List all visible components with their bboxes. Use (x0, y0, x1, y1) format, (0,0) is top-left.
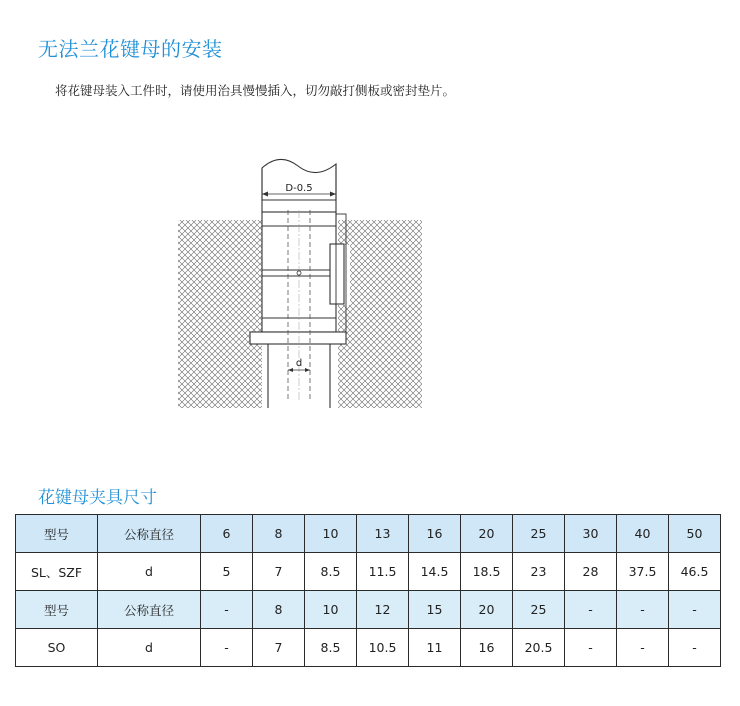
table-cell: 20 (461, 591, 513, 629)
table-cell: 型号 (16, 591, 98, 629)
table-cell: 5 (201, 553, 253, 591)
table-cell: 46.5 (669, 553, 721, 591)
flange (250, 332, 346, 344)
table-cell: 30 (565, 515, 617, 553)
table-cell: SO (16, 629, 98, 667)
table-cell: 型号 (16, 515, 98, 553)
table-cell: 公称直径 (98, 515, 201, 553)
table-cell: 23 (513, 553, 565, 591)
table-cell: 25 (513, 515, 565, 553)
table-cell: 13 (357, 515, 409, 553)
table-cell: - (617, 591, 669, 629)
table-cell: 8.5 (305, 553, 357, 591)
table-cell: 公称直径 (98, 591, 201, 629)
dimension-d-label: d (295, 358, 303, 369)
header-row-so (16, 591, 721, 629)
table-cell: 10 (305, 591, 357, 629)
workpiece-left (178, 220, 262, 408)
page-title: 无法兰花键母的安装 (38, 37, 223, 61)
table-cell: 18.5 (461, 553, 513, 591)
table-cell: 7 (253, 553, 305, 591)
table-cell: 16 (409, 515, 461, 553)
table-cell: 25 (513, 591, 565, 629)
installation-instruction: 将花键母装入工件时，请使用治具慢慢插入，切勿敲打侧板或密封垫片。 (55, 83, 456, 98)
table-cell: 50 (669, 515, 721, 553)
table-cell: - (201, 629, 253, 667)
jig-dimension-table (15, 514, 721, 667)
table-title: 花键母夹具尺寸 (38, 488, 157, 508)
table-cell: d (98, 629, 201, 667)
table-cell: 14.5 (409, 553, 461, 591)
table-cell: - (617, 629, 669, 667)
table-cell: - (669, 629, 721, 667)
table-cell: 16 (461, 629, 513, 667)
table-cell: 37.5 (617, 553, 669, 591)
side-plate (330, 244, 344, 304)
table-cell: - (565, 591, 617, 629)
table-cell: - (565, 629, 617, 667)
workpiece-right (338, 220, 422, 408)
table-cell: 28 (565, 553, 617, 591)
table-cell: 20 (461, 515, 513, 553)
table-cell: 11 (409, 629, 461, 667)
table-cell: 6 (201, 515, 253, 553)
table-cell: 15 (409, 591, 461, 629)
table-cell: 12 (357, 591, 409, 629)
table-cell: 20.5 (513, 629, 565, 667)
table-cell: 11.5 (357, 553, 409, 591)
table-cell: 7 (253, 629, 305, 667)
installation-diagram (170, 150, 430, 415)
table-cell: 8 (253, 515, 305, 553)
table-cell: 8 (253, 591, 305, 629)
table-cell: - (669, 591, 721, 629)
table-cell: 40 (617, 515, 669, 553)
data-row-sl-szf (16, 553, 721, 591)
table-cell: 10.5 (357, 629, 409, 667)
table-cell: 10 (305, 515, 357, 553)
table-cell: SL、SZF (16, 553, 98, 591)
table-cell: - (201, 591, 253, 629)
data-row-so (16, 629, 721, 667)
table-cell: d (98, 553, 201, 591)
dimension-D-label: D-0.5 (285, 183, 313, 194)
table-cell: 8.5 (305, 629, 357, 667)
header-row-sl (16, 515, 721, 553)
